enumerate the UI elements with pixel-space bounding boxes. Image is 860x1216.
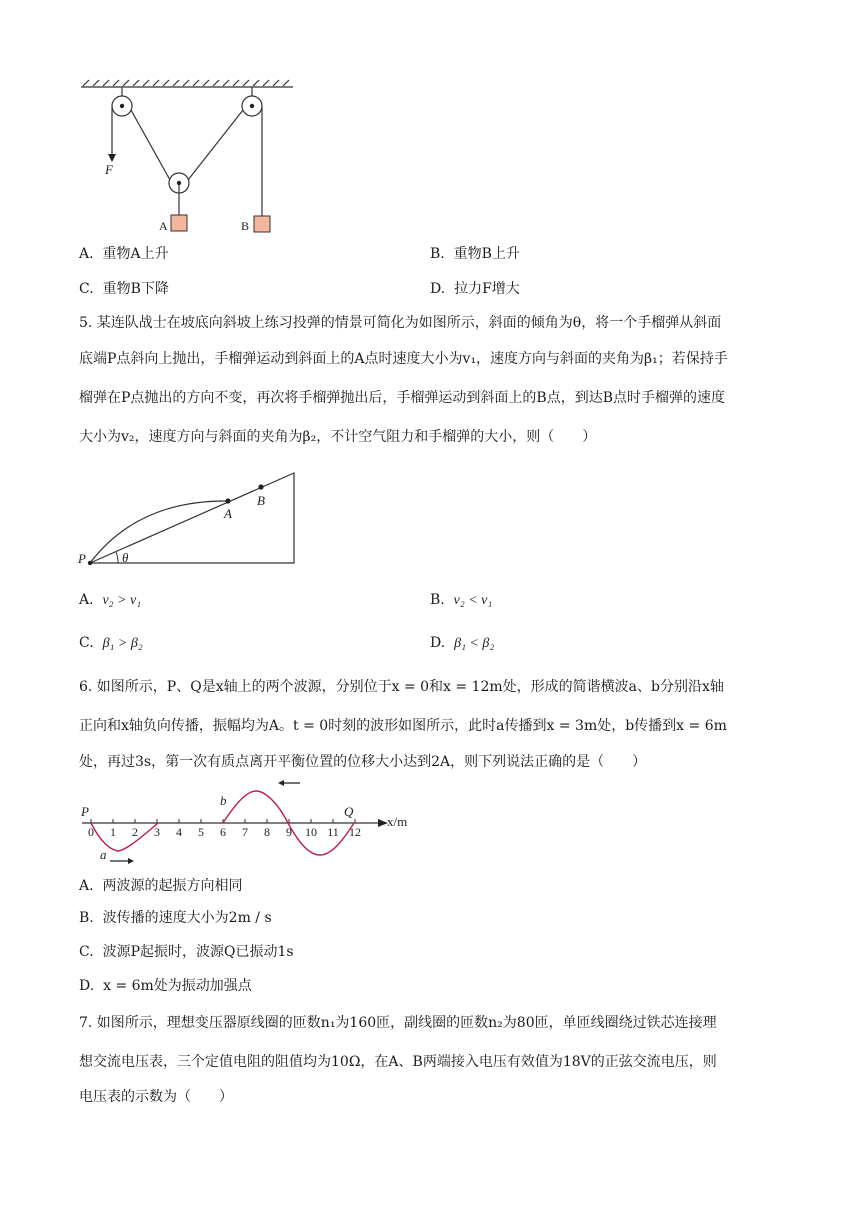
axis-tick-label: 3 bbox=[154, 825, 160, 839]
q5-line-2: 底端P点斜向上抛出，手榴弹运动到斜面上的A点时速度大小为v₁，速度方向与斜面的夹角为β₁；若保持手 bbox=[79, 351, 728, 367]
option-text: 重物B上升 bbox=[453, 246, 520, 262]
option-key: D. bbox=[430, 281, 446, 297]
option-text: β₁ < β₂ bbox=[454, 636, 495, 651]
q5-line-4: 大小为v₂，速度方向与斜面的夹角为β₂，不计空气阻力和手榴弹的大小，则（ ） bbox=[79, 429, 597, 445]
q7-line-2: 想交流电压表，三个定值电阻的阻值均为10Ω，在A、B两端接入电压有效值为18V的正弦交流电压，则 bbox=[79, 1054, 717, 1070]
option-key: A. bbox=[79, 592, 94, 608]
q5-option-d bbox=[430, 633, 494, 654]
label-A: A bbox=[224, 506, 232, 521]
label-Q: Q bbox=[344, 804, 354, 819]
option-text: 两波源的起振方向相同 bbox=[102, 878, 243, 894]
option-text: x = 6m处为振动加强点 bbox=[103, 978, 252, 994]
option-text: 波源P起振时，波源Q已振动1s bbox=[102, 944, 294, 960]
q4-option-a bbox=[79, 244, 169, 264]
axis-tick-label: 6 bbox=[220, 825, 226, 839]
option-key: B. bbox=[79, 910, 94, 926]
pulley-figure bbox=[75, 78, 305, 238]
q6-option-c bbox=[79, 942, 294, 962]
label-b: b bbox=[220, 793, 227, 808]
option-text: 波传播的速度大小为2m / s bbox=[102, 910, 272, 926]
option-key: C. bbox=[79, 944, 94, 960]
axis-tick-label: 4 bbox=[176, 825, 182, 839]
axis-tick-label: 0 bbox=[88, 825, 94, 839]
option-text: β₁ > β₂ bbox=[102, 636, 143, 651]
option-text: 重物B下降 bbox=[102, 281, 169, 297]
q6-option-d bbox=[79, 976, 252, 996]
wave-figure bbox=[78, 775, 418, 865]
q6-option-a bbox=[79, 876, 242, 896]
option-text: v₂ > v₁ bbox=[102, 593, 142, 608]
q5-option-a bbox=[79, 590, 141, 611]
axis-tick-label: 12 bbox=[349, 825, 361, 839]
axis-tick-label: 11 bbox=[327, 825, 339, 839]
label-F: F bbox=[105, 162, 113, 177]
axis-tick-label: 5 bbox=[198, 825, 204, 839]
incline-figure bbox=[78, 470, 303, 570]
axis-tick-label: 2 bbox=[132, 825, 138, 839]
axis-tick-label: 8 bbox=[264, 825, 270, 839]
option-key: C. bbox=[79, 281, 94, 297]
q4-option-b bbox=[430, 244, 520, 264]
option-text: 拉力F增大 bbox=[454, 281, 520, 297]
option-key: B. bbox=[430, 592, 445, 608]
axis-tick-label: 1 bbox=[110, 825, 116, 839]
axis-tick-label: 10 bbox=[305, 825, 317, 839]
q7-line-3: 电压表的示数为（ ） bbox=[79, 1089, 233, 1105]
q5-line-3: 榴弹在P点抛出的方向不变，再次将手榴弹抛出后，手榴弹运动到斜面上的B点，到达B点时手榴弹的速度 bbox=[79, 390, 725, 406]
option-key: A. bbox=[79, 246, 94, 262]
label-P: P bbox=[81, 804, 89, 819]
q6-line-2: 正向和x轴负向传播，振幅均为A。t = 0时刻的波形如图所示，此时a传播到x = 3m处，b传播到x = 6m bbox=[79, 718, 727, 734]
q5-line-1: 5. 某连队战士在坡底向斜坡上练习投弹的情景可简化为如图所示，斜面的倾角为θ，将一个手榴弹从斜面 bbox=[79, 315, 722, 331]
label-B: B bbox=[257, 493, 265, 508]
option-key: A. bbox=[79, 878, 94, 894]
option-text: v₂ < v₁ bbox=[453, 593, 493, 608]
q5-option-b bbox=[430, 590, 492, 611]
q6-option-b bbox=[79, 908, 272, 928]
q5-option-c bbox=[79, 633, 143, 654]
q7-line-1: 7. 如图所示，理想变压器原线圈的匝数n₁为160匝，副线圈的匝数n₂为80匝，单匝线圈绕过铁芯连接理 bbox=[79, 1015, 717, 1031]
label-P: P bbox=[78, 551, 86, 566]
axis-label: x/m bbox=[387, 814, 408, 829]
label-B: B bbox=[241, 219, 250, 233]
label-theta: θ bbox=[122, 550, 129, 565]
label-A: A bbox=[159, 219, 168, 233]
q4-option-c bbox=[79, 279, 169, 299]
label-a: a bbox=[100, 847, 107, 862]
q6-line-3: 处，再过3s，第一次有质点离开平衡位置的位移大小达到2A，则下列说法正确的是（ ） bbox=[79, 754, 647, 770]
q4-option-d bbox=[430, 279, 520, 299]
option-key: C. bbox=[79, 635, 94, 651]
option-key: B. bbox=[430, 246, 445, 262]
option-text: 重物A上升 bbox=[102, 246, 169, 262]
option-key: D. bbox=[430, 635, 446, 651]
q6-line-1: 6. 如图所示，P、Q是x轴上的两个波源，分别位于x = 0和x = 12m处，形成的简谐横波a、b分别沿x轴 bbox=[79, 679, 724, 695]
axis-tick-label: 7 bbox=[242, 825, 248, 839]
axis-tick-label: 9 bbox=[286, 825, 292, 839]
option-key: D. bbox=[79, 978, 95, 994]
